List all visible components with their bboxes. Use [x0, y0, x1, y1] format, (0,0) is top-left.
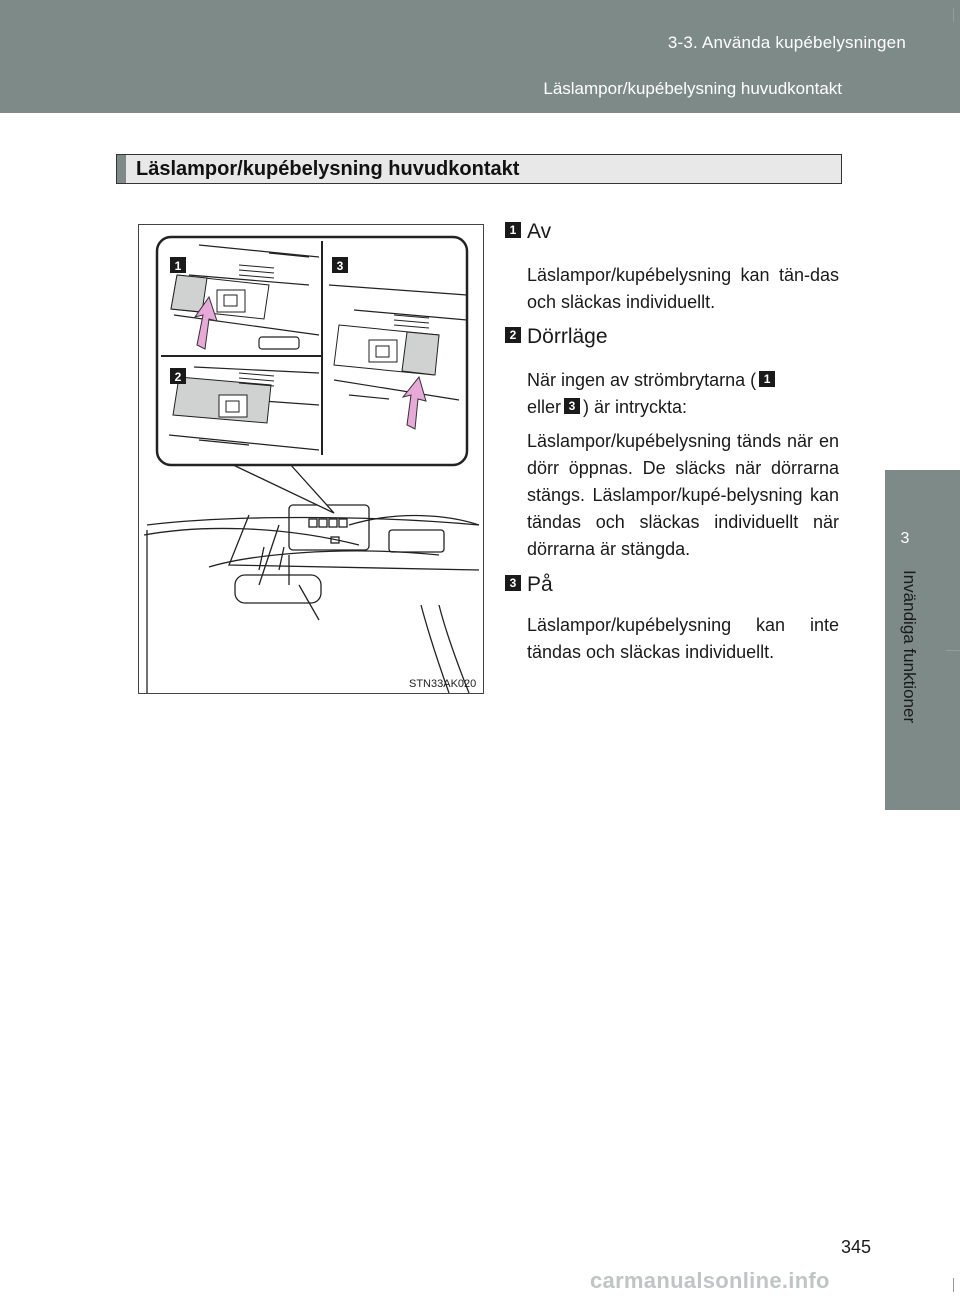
figure-callout-1: 1 — [174, 259, 182, 273]
item-2-ref-badge-3: 3 — [564, 398, 580, 414]
page-number: 345 — [841, 1237, 872, 1257]
chapter-side-tab — [885, 470, 960, 810]
figure-code: STN33AK020 — [409, 678, 477, 690]
item-2-text: Läslampor/kupébelysning tänds när en dörr öppnas. De släcks när dörrarna stängs. Läslampor/kupé-belysning kan tändas och släckas individuellt när dörrarna är stängda. — [527, 431, 839, 559]
illustration-drawing — [139, 225, 483, 693]
item-3-text: Läslampor/kupébelysning kan inte tändas och släckas individuellt. — [527, 615, 839, 662]
figure-callout-2: 2 — [174, 370, 182, 384]
section-running-title: Läslampor/kupébelysning huvudkontakt — [543, 79, 842, 98]
item-1-badge: 1 — [505, 222, 521, 238]
item-2-condition-text-1: När ingen av strömbrytarna ( — [527, 370, 757, 390]
item-2-condition-text-2: eller — [527, 397, 562, 417]
item-3-badge: 3 — [505, 575, 521, 591]
figure-callout-3: 3 — [336, 259, 344, 273]
header-band — [0, 0, 960, 113]
crop-mark — [953, 8, 954, 22]
item-1-text: Läslampor/kupébelysning kan tän-das och släckas individuellt. — [527, 265, 839, 312]
item-2-title: Dörrläge — [527, 325, 608, 348]
side-tab-label: Invändiga funktioner — [900, 570, 919, 724]
item-3-heading — [505, 573, 553, 597]
watermark: carmanualsonline.info — [590, 1268, 830, 1293]
crop-mark — [953, 1278, 954, 1292]
overhead-console-illustration — [138, 224, 484, 694]
item-1-heading — [505, 220, 551, 244]
item-1-title: Av — [527, 220, 552, 243]
chapter-title: 3-3. Använda kupébelysningen — [667, 33, 906, 52]
section-heading: Läslampor/kupébelysning huvudkontakt — [136, 158, 520, 180]
crop-mark — [946, 650, 960, 651]
item-2-condition-text-3: ) är intryckta: — [583, 397, 688, 417]
item-2-badge: 2 — [505, 327, 521, 343]
section-heading-box — [116, 154, 842, 184]
side-tab-number: 3 — [900, 530, 910, 547]
item-2-heading — [505, 325, 608, 349]
section-heading-stripe — [117, 155, 126, 183]
item-2-ref-badge-1: 1 — [759, 371, 775, 387]
item-2-condition — [527, 367, 839, 421]
item-3-title: På — [527, 573, 553, 596]
